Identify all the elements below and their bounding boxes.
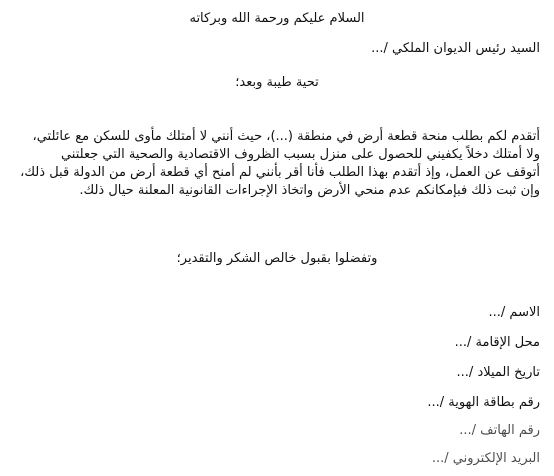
body-line: أتوقف عن العمل، وإذ أتقدم بهذا الطلب فأنا أقر بأنني لم أمنح أي قطعة أرض من الدولة قبل ذلك،: [20, 165, 540, 180]
body-line: ولا أمتلك دخلاً يكفيني للحصول على منزل بسبب الظروف الاقتصادية والصحية التي جعلتني: [60, 147, 540, 162]
field-residence: محل الإقامة /...: [454, 335, 540, 350]
letter-greeting: السلام عليكم ورحمة الله وبركاته: [189, 11, 365, 26]
letter-addressee: السيد رئيس الديوان الملكي /...: [371, 41, 540, 56]
field-id-number: رقم بطاقة الهوية /...: [427, 395, 540, 410]
letter-salutation: تحية طيبة وبعد؛: [235, 75, 319, 90]
field-email: البريد الإلكتروني /...: [431, 451, 540, 466]
field-phone: رقم الهاتف /...: [459, 423, 540, 438]
field-birth-date: تاريخ الميلاد /...: [456, 365, 540, 380]
body-line: أتقدم لكم بطلب منحة قطعة أرض في منطقة (...)، حيث أنني لا أمتلك مأوى للسكن مع عائلتي،: [32, 129, 540, 144]
field-name: الاسم /...: [488, 305, 540, 320]
body-line: وإن ثبت ذلك فبإمكانكم عدم منحي الأرض واتخاذ الإجراءات القانونية المعلنة حيال ذلك.: [79, 183, 540, 198]
letter-closing: وتفضلوا بقبول خالص الشكر والتقدير؛: [176, 251, 378, 266]
letter-body: [10, 128, 540, 200]
